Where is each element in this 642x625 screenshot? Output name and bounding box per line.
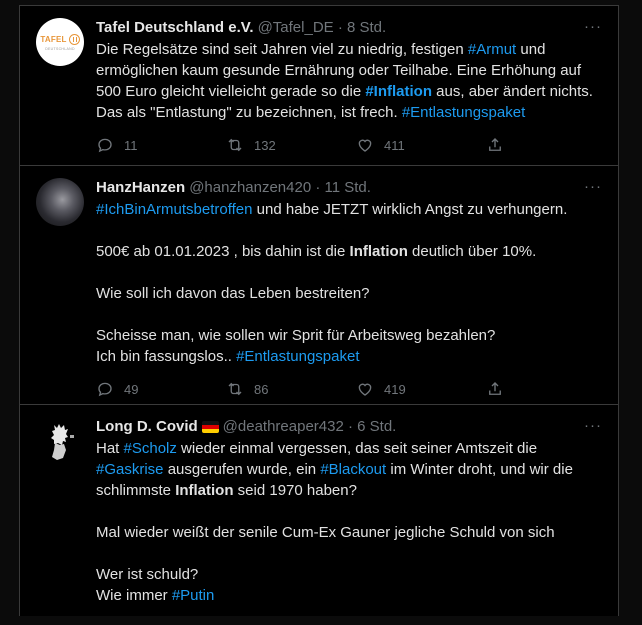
like-count: 411 [384,137,405,153]
text: Mal wieder weißt der senile Cum-Ex Gauner jegliche Schuld von sich [96,524,555,541]
text: Wie immer [96,587,172,604]
retweet-count: 132 [254,137,276,153]
tweet-actions [96,379,602,399]
author-name[interactable]: Tafel Deutschland e.V. [96,19,254,36]
text-bold: Inflation [175,482,234,499]
reply-count: 11 [124,137,138,153]
hashtag-link[interactable]: #Entlastungspaket [401,104,526,121]
text: Die Regelsätze sind seit Jahren viel zu niedrig, festigen [96,41,468,58]
text: und ermöglichen kaum gesunde Ernährung oder Teilhabe. Eine Erhöhung auf 500 Euro gleicht vielleicht gerade so die [96,41,582,100]
text: aus, aber ändert nichts. Das als "Entlastung" zu bezeichnen, ist frech. [96,83,593,121]
hashtag-link[interactable]: #Gaskrise [96,461,164,478]
reply-count: 49 [124,381,139,397]
reply-icon [96,136,114,154]
reply-icon [96,380,114,398]
text-bold: Inflation [349,243,408,260]
share-icon [486,136,504,154]
text: seid 1970 haben? [233,482,357,499]
author-meta[interactable]: @deathreaper432 · 6 Std. [222,418,397,435]
author-name[interactable]: Long D. Covid [96,418,198,435]
retweet-count: 86 [254,381,269,397]
fork-knife-icon [69,34,80,45]
text: Wie soll ich davon das Leben bestreiten? [96,285,370,302]
avatar-logo-subtext: DEUTSCHLAND [45,46,75,51]
tweet-text [96,438,602,606]
text: Hat [96,440,124,457]
author-meta[interactable]: @hanzhanzen420 · 11 Std. [189,179,371,196]
heart-icon [356,136,374,154]
avatar[interactable] [36,178,84,226]
share-icon [486,380,504,398]
hashtag-link[interactable]: #Blackout [320,461,387,478]
hashtag-link[interactable]: #Armut [467,41,517,58]
reply-button[interactable] [96,380,226,398]
more-options-icon[interactable]: ··· [584,417,602,434]
avatar-illustration [36,417,84,465]
avatar[interactable] [36,18,84,66]
hashtag-link[interactable]: #IchBinArmutsbetroffen [96,201,253,218]
text: im Winter droht, und wir die schlimmste [96,461,573,499]
hashtag-link[interactable]: #Entlastungspaket [236,348,360,365]
avatar[interactable] [36,417,84,465]
avatar-logo-text: TAFEL [40,34,67,44]
timeline [19,5,619,616]
like-button[interactable] [356,380,486,398]
retweet-icon [226,380,244,398]
hashtag-link[interactable]: #Inflation [365,83,433,100]
like-button[interactable] [356,136,486,154]
reply-button[interactable] [96,136,226,154]
hashtag-link[interactable]: #Scholz [123,440,177,457]
text: ausgerufen wurde, ein [163,461,321,478]
text: Scheisse man, wie sollen wir Sprit für Arbeitsweg bezahlen? [96,327,496,344]
tweet[interactable] [20,166,618,405]
tweet-text [96,199,602,367]
tweet-actions [96,135,602,155]
hashtag-link[interactable]: #Putin [171,587,215,604]
germany-flag-icon [202,421,219,433]
author-name[interactable]: HanzHanzen [96,179,186,196]
retweet-button[interactable] [226,136,356,154]
text: wieder einmal vergessen, das seit seiner Amtszeit die [176,440,538,457]
more-options-icon[interactable]: ··· [584,178,602,195]
text: Ich bin fassungslos.. [96,348,237,365]
heart-icon [356,380,374,398]
share-button[interactable] [486,380,514,398]
tweet[interactable] [20,6,618,166]
author-meta[interactable]: @Tafel_DE · 8 Std. [257,19,387,36]
tweet[interactable] [20,405,618,625]
share-button[interactable] [486,136,514,154]
retweet-icon [226,136,244,154]
text: 500€ ab 01.01.2023 , bis dahin ist die [96,243,350,260]
text: deutlich über 10%. [407,243,537,260]
retweet-button[interactable] [226,380,356,398]
text: Wer ist schuld? [96,566,199,583]
like-count: 419 [384,381,406,397]
text: und habe JETZT wirklich Angst zu verhungern. [252,201,568,218]
more-options-icon[interactable]: ··· [584,18,602,35]
tweet-text [96,39,602,123]
